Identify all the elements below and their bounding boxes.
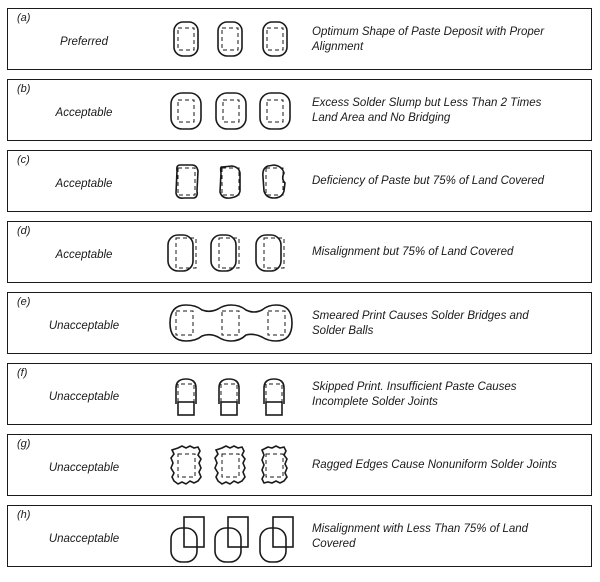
panel-g — [7, 434, 592, 496]
rating-label: Unacceptable — [48, 462, 120, 474]
panel-f — [7, 363, 592, 425]
slump-paste-deposits — [156, 80, 306, 140]
description: Smeared Print Causes Solder Bridges and Solder Balls — [312, 310, 529, 337]
description: Skipped Print. Insufficient Paste Causes Incomplete Solder Joints — [312, 381, 517, 408]
rating-label: Unacceptable — [48, 533, 120, 545]
rating-label: Unacceptable — [48, 391, 120, 403]
description: Misalignment with Less Than 75% of Land Covered — [312, 523, 529, 550]
panel-tag: (b) — [17, 83, 31, 95]
description: Excess Solder Slump but Less Than 2 Times Land Area and No Bridging — [312, 97, 542, 124]
description: Ragged Edges Cause Nonuniform Solder Joints — [312, 459, 557, 471]
panel-d — [7, 221, 592, 283]
rating-label: Acceptable — [55, 249, 113, 261]
panel-tag: (e) — [17, 296, 31, 308]
panel-tag: (g) — [17, 438, 31, 450]
ragged-paste-deposits — [156, 435, 306, 495]
description: Deficiency of Paste but 75% of Land Covered — [312, 175, 545, 187]
rating-label: Preferred — [60, 36, 108, 48]
smeared-paste-deposits — [156, 293, 306, 353]
rating-label: Acceptable — [55, 178, 113, 190]
panel-tag: (h) — [17, 509, 31, 521]
panel-tag: (f) — [17, 367, 28, 379]
description: Optimum Shape of Paste Deposit with Proper Alignment — [312, 26, 545, 53]
panel-e — [7, 292, 592, 354]
panel-c — [7, 150, 592, 212]
panel-tag: (a) — [17, 12, 31, 24]
panel-h — [7, 505, 592, 567]
rating-label: Unacceptable — [48, 320, 120, 332]
description: Misalignment but 75% of Land Covered — [312, 246, 514, 258]
panel-tag: (c) — [17, 154, 30, 166]
panel-tag: (d) — [17, 225, 31, 237]
misaligned-paste-deposits — [156, 222, 306, 282]
panel-b — [7, 79, 592, 141]
skipped-paste-deposits — [156, 364, 306, 424]
panel-a — [7, 8, 592, 70]
rating-label: Acceptable — [55, 107, 113, 119]
severe-misalignment-paste-deposits — [156, 506, 306, 566]
deficient-paste-deposits — [156, 151, 306, 211]
preferred-paste-deposits — [156, 9, 306, 69]
